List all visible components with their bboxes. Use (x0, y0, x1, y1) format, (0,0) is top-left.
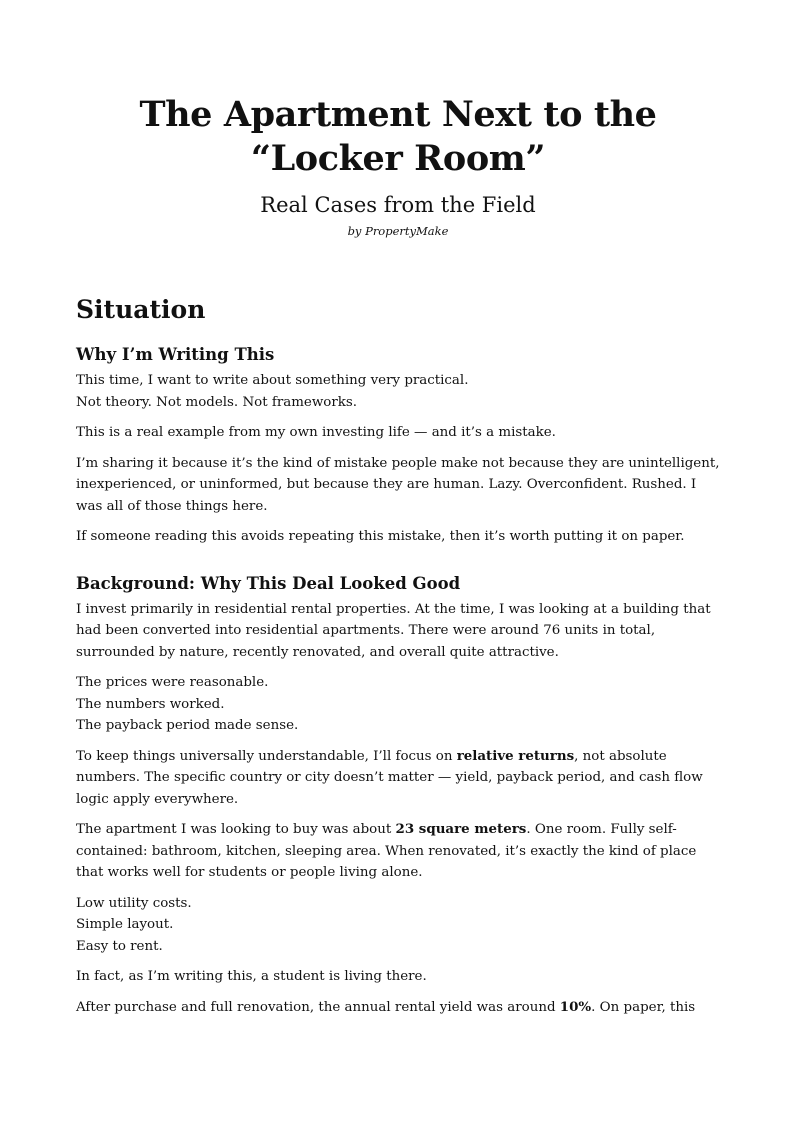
document-page (76, 0, 720, 1027)
paragraph: In fact, as I’m writing this, a student is living there. (76, 969, 427, 984)
text-run: , not absolute numbers. The specific country or city doesn’t matter — yield, payback period, and cash flow logic apply everywhere. (76, 748, 703, 807)
paragraph (76, 819, 720, 884)
author-byline: by PropertyMake (347, 224, 449, 238)
paragraph-line: The numbers worked. (76, 696, 225, 712)
paragraph-line: This time, I want to write about something very practical. (76, 373, 469, 388)
paragraph (76, 370, 720, 413)
text-run: . On paper, this (591, 999, 696, 1015)
text-run: . One room. Fully self-contained: bathroom, kitchen, sleeping area. When renovated, it’s exactly the kind of place that works well for students or people living alone. (76, 822, 697, 880)
subsection-heading-background: Background: Why This Deal Looked Good (76, 573, 461, 593)
paragraph (76, 672, 720, 737)
paragraph (76, 893, 720, 958)
bold-text: 23 square meters (395, 821, 527, 837)
paragraph-line: Simple layout. (76, 917, 174, 932)
section-heading-situation: Situation (76, 295, 206, 324)
paragraph-line: Easy to rent. (76, 938, 163, 954)
document-subtitle: Real Cases from the Field (260, 193, 536, 217)
text-run: To keep things universally understandable, I’ll focus on (76, 748, 457, 764)
subsection-heading-why: Why I’m Writing This (76, 345, 275, 364)
bold-text: relative returns (456, 747, 575, 764)
paragraph (76, 746, 720, 811)
paragraph-line: The prices were reasonable. (76, 675, 269, 690)
paragraph: I’m sharing it because it’s the kind of mistake people make not because they are unintelligent, inexperienced, or uninformed, but because they are human. Lazy. Overconfident. Rushed. I was all of those things here. (76, 455, 720, 514)
bold-text: 10% (559, 998, 592, 1015)
document-title: The Apartment Next to the “Locker Room” (139, 94, 657, 179)
paragraph-line: Low utility costs. (76, 895, 192, 911)
paragraph-line: Not theory. Not models. Not frameworks. (76, 394, 357, 410)
paragraph: I invest primarily in residential rental properties. At the time, I was looking at a building that had been converted into residential apartments. There were around 76 units in total, surrounded by nature, recently renovated, and overall quite attractive. (76, 601, 711, 660)
text-run: The apartment I was looking to buy was about (76, 822, 396, 837)
paragraph: This is a real example from my own investing life — and it’s a mistake. (76, 425, 556, 440)
text-run: After purchase and full renovation, the annual rental yield was around (76, 999, 560, 1015)
paragraph: If someone reading this avoids repeating this mistake, then it’s worth putting it on paper. (76, 529, 685, 544)
paragraph (76, 997, 720, 1019)
paragraph-line: The payback period made sense. (76, 718, 299, 733)
